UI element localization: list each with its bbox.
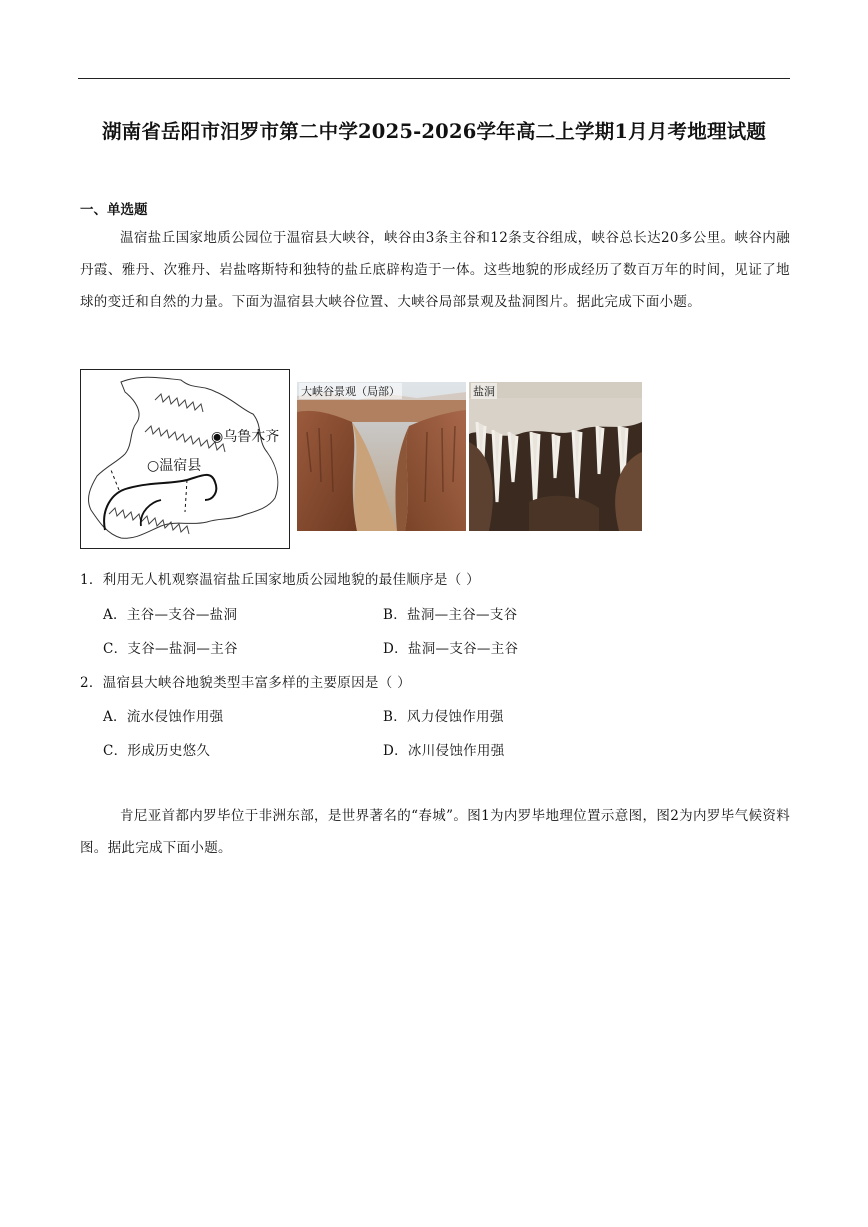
question-1-stem: 1．利用无人机观察温宿盐丘国家地质公园地貌的最佳顺序是（ ） — [80, 572, 480, 588]
q2-option-b[interactable]: B．风力侵蚀作用强 — [383, 709, 504, 725]
header-rule — [78, 78, 790, 79]
canyon-photo — [297, 382, 466, 531]
question-2-stem: 2．温宿县大峡谷地貌类型丰富多样的主要原因是（ ） — [80, 675, 411, 691]
canyon-image — [297, 382, 466, 531]
map-drawing — [81, 370, 289, 548]
q1-option-a[interactable]: A．主谷—支谷—盐洞 — [103, 607, 238, 623]
q2-option-d[interactable]: D．冰川侵蚀作用强 — [383, 743, 505, 759]
q2-option-c[interactable]: C．形成历史悠久 — [103, 743, 211, 759]
q1-option-d[interactable]: D．盐洞—支谷—主谷 — [383, 641, 519, 657]
map-label-wensu: ○温宿县 — [147, 458, 202, 474]
q2-option-a[interactable]: A．流水侵蚀作用强 — [103, 709, 224, 725]
salt-cave-image — [469, 382, 642, 531]
canyon-photo-caption: 大峡谷景观（局部） — [301, 385, 400, 398]
section-heading: 一、单选题 — [80, 202, 148, 218]
salt-cave-caption: 盐洞 — [473, 385, 495, 398]
map-label-urumqi: ◉乌鲁木齐 — [211, 429, 280, 445]
salt-cave-photo — [469, 382, 642, 531]
q1-option-c[interactable]: C．支谷—盐洞—主谷 — [103, 641, 238, 657]
page-title: 湖南省岳阳市汨罗市第二中学2025-2026学年高二上学期1月月考地理试题 — [101, 120, 767, 143]
q1-option-b[interactable]: B．盐洞—主谷—支谷 — [383, 607, 518, 623]
xinjiang-location-map — [80, 369, 290, 549]
passage-wensu: 温宿盐丘国家地质公园位于温宿县大峡谷，峡谷由3条主谷和12条支谷组成，峡谷总长达20多公里。峡谷内融丹霞、雅丹、次雅丹、岩盐喀斯特和独特的盐丘底辟构造于一体。这些地貌的形成经历了数百万年的时间，见证了地球的变迁和自然的力量。下面为温宿县大峡谷位置、大峡谷局部景观及盐洞图片。据此完成下面小题。 — [80, 230, 790, 310]
passage-nairobi: 肯尼亚首都内罗毕位于非洲东部，是世界著名的“春城”。图1为内罗毕地理位置示意图，图2为内罗毕气候资料图。据此完成下面小题。 — [80, 808, 790, 856]
